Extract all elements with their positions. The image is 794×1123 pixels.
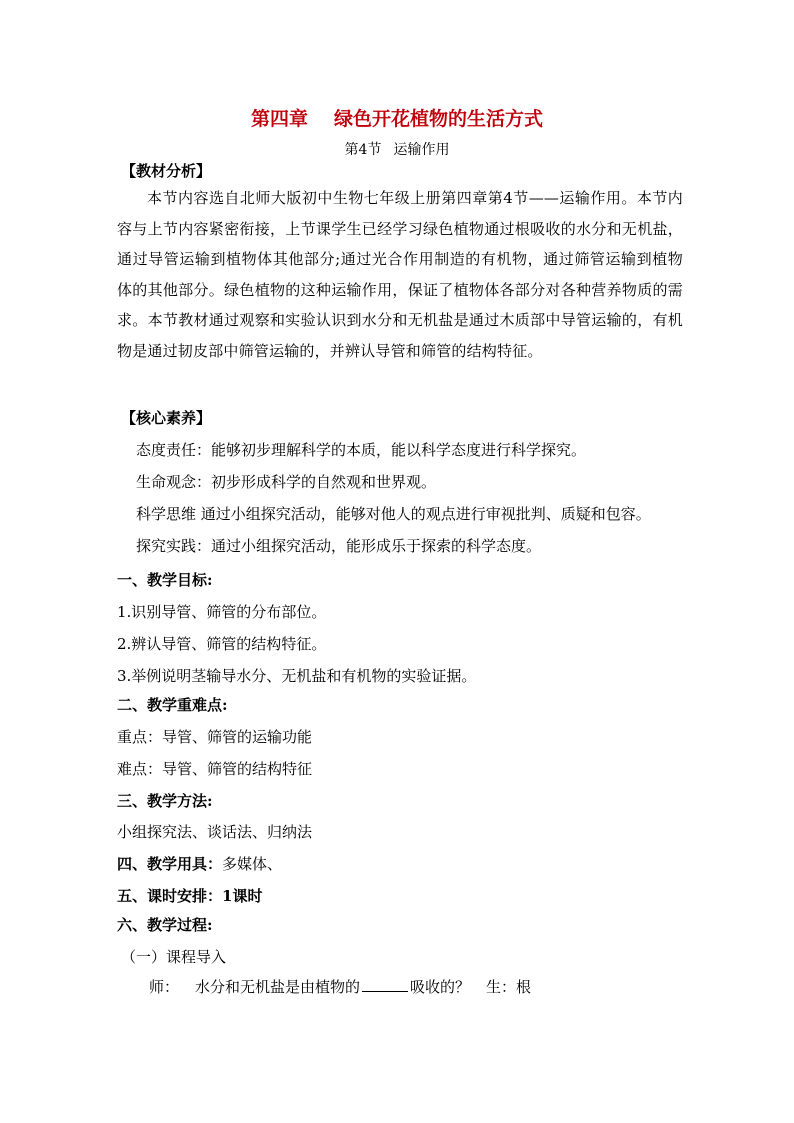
schedule-label: 五、课时安排： (117, 887, 223, 905)
student-answer: 生：根 (486, 978, 532, 996)
literacy-item: 科学思维 通过小组探究活动，能够对他人的观点进行审视批判、质疑和包容。 (136, 505, 651, 523)
question-text-before: 水分和无机盐是由植物的 (195, 978, 361, 996)
keypoint-item: 重点：导管、筛管的运输功能 (117, 728, 313, 746)
keypoint-item: 难点：导管、筛管的结构特征 (117, 760, 313, 778)
methods-heading: 三、教学方法: (117, 792, 213, 810)
section-title (0, 139, 794, 159)
schedule-line (117, 885, 262, 906)
answer-blank (362, 977, 408, 992)
goals-heading: 一、教学目标: (117, 571, 213, 589)
literacy-item: 生命观念：初步形成科学的自然观和世界观。 (136, 473, 437, 491)
methods-text: 小组探究法、谈话法、归纳法 (117, 823, 313, 841)
chapter-number: 第四章 (250, 108, 308, 130)
tools-label: 四、教学用具： (117, 855, 223, 873)
chapter-name: 绿色开花植物的生活方式 (334, 108, 544, 130)
tools-line (117, 853, 282, 874)
chapter-title (0, 104, 794, 131)
goal-item: 3.举例说明茎输导水分、无机盐和有机物的实验证据。 (117, 667, 477, 685)
intro-heading: （一）课程导入 (121, 948, 227, 966)
goal-item: 1.识别导管、筛管的分布部位。 (117, 603, 327, 621)
tools-text: 多媒体、 (222, 855, 283, 873)
schedule-text: 1课时 (222, 887, 263, 905)
literacy-item: 态度责任：能够初步理解科学的本质，能以科学态度进行科学探究。 (136, 441, 587, 459)
dialogue-line (149, 976, 531, 997)
section-number: 第4节 (344, 142, 382, 158)
literacy-heading: 【核心素养】 (121, 409, 212, 427)
question-text-after: 吸收的？ (410, 978, 471, 996)
process-heading: 六、教学过程: (117, 916, 213, 934)
analysis-paragraph: 本节内容选自北师大版初中生物七年级上册第四章第4节——运输作用。本节内容与上节内容紧密衔接，上节课学生已经学习绿色植物通过根吸收的水分和无机盐，通过导管运输到植物体其他部分;通过光合作用制造的有机物，通过筛管运输到植物体的其他部分。绿色植物的这种运输作用，保证了植物体各部分对各种营养物质的需求。本节教材通过观察和实验认识到水分和无机盐是通过木质部中导管运输的，有机物是通过韧皮部中筛管运输的，并辨认导管和筛管的结构特征。 (117, 189, 683, 360)
section-name: 运输作用 (393, 142, 450, 158)
teacher-label: 师： (149, 978, 180, 996)
analysis-heading: 【教材分析】 (121, 162, 212, 180)
goal-item: 2.辨认导管、筛管的结构特征。 (117, 635, 327, 653)
keypoints-heading: 二、教学重难点: (117, 696, 228, 714)
literacy-item: 探究实践：通过小组探究活动，能形成乐于探索的科学态度。 (136, 537, 542, 555)
